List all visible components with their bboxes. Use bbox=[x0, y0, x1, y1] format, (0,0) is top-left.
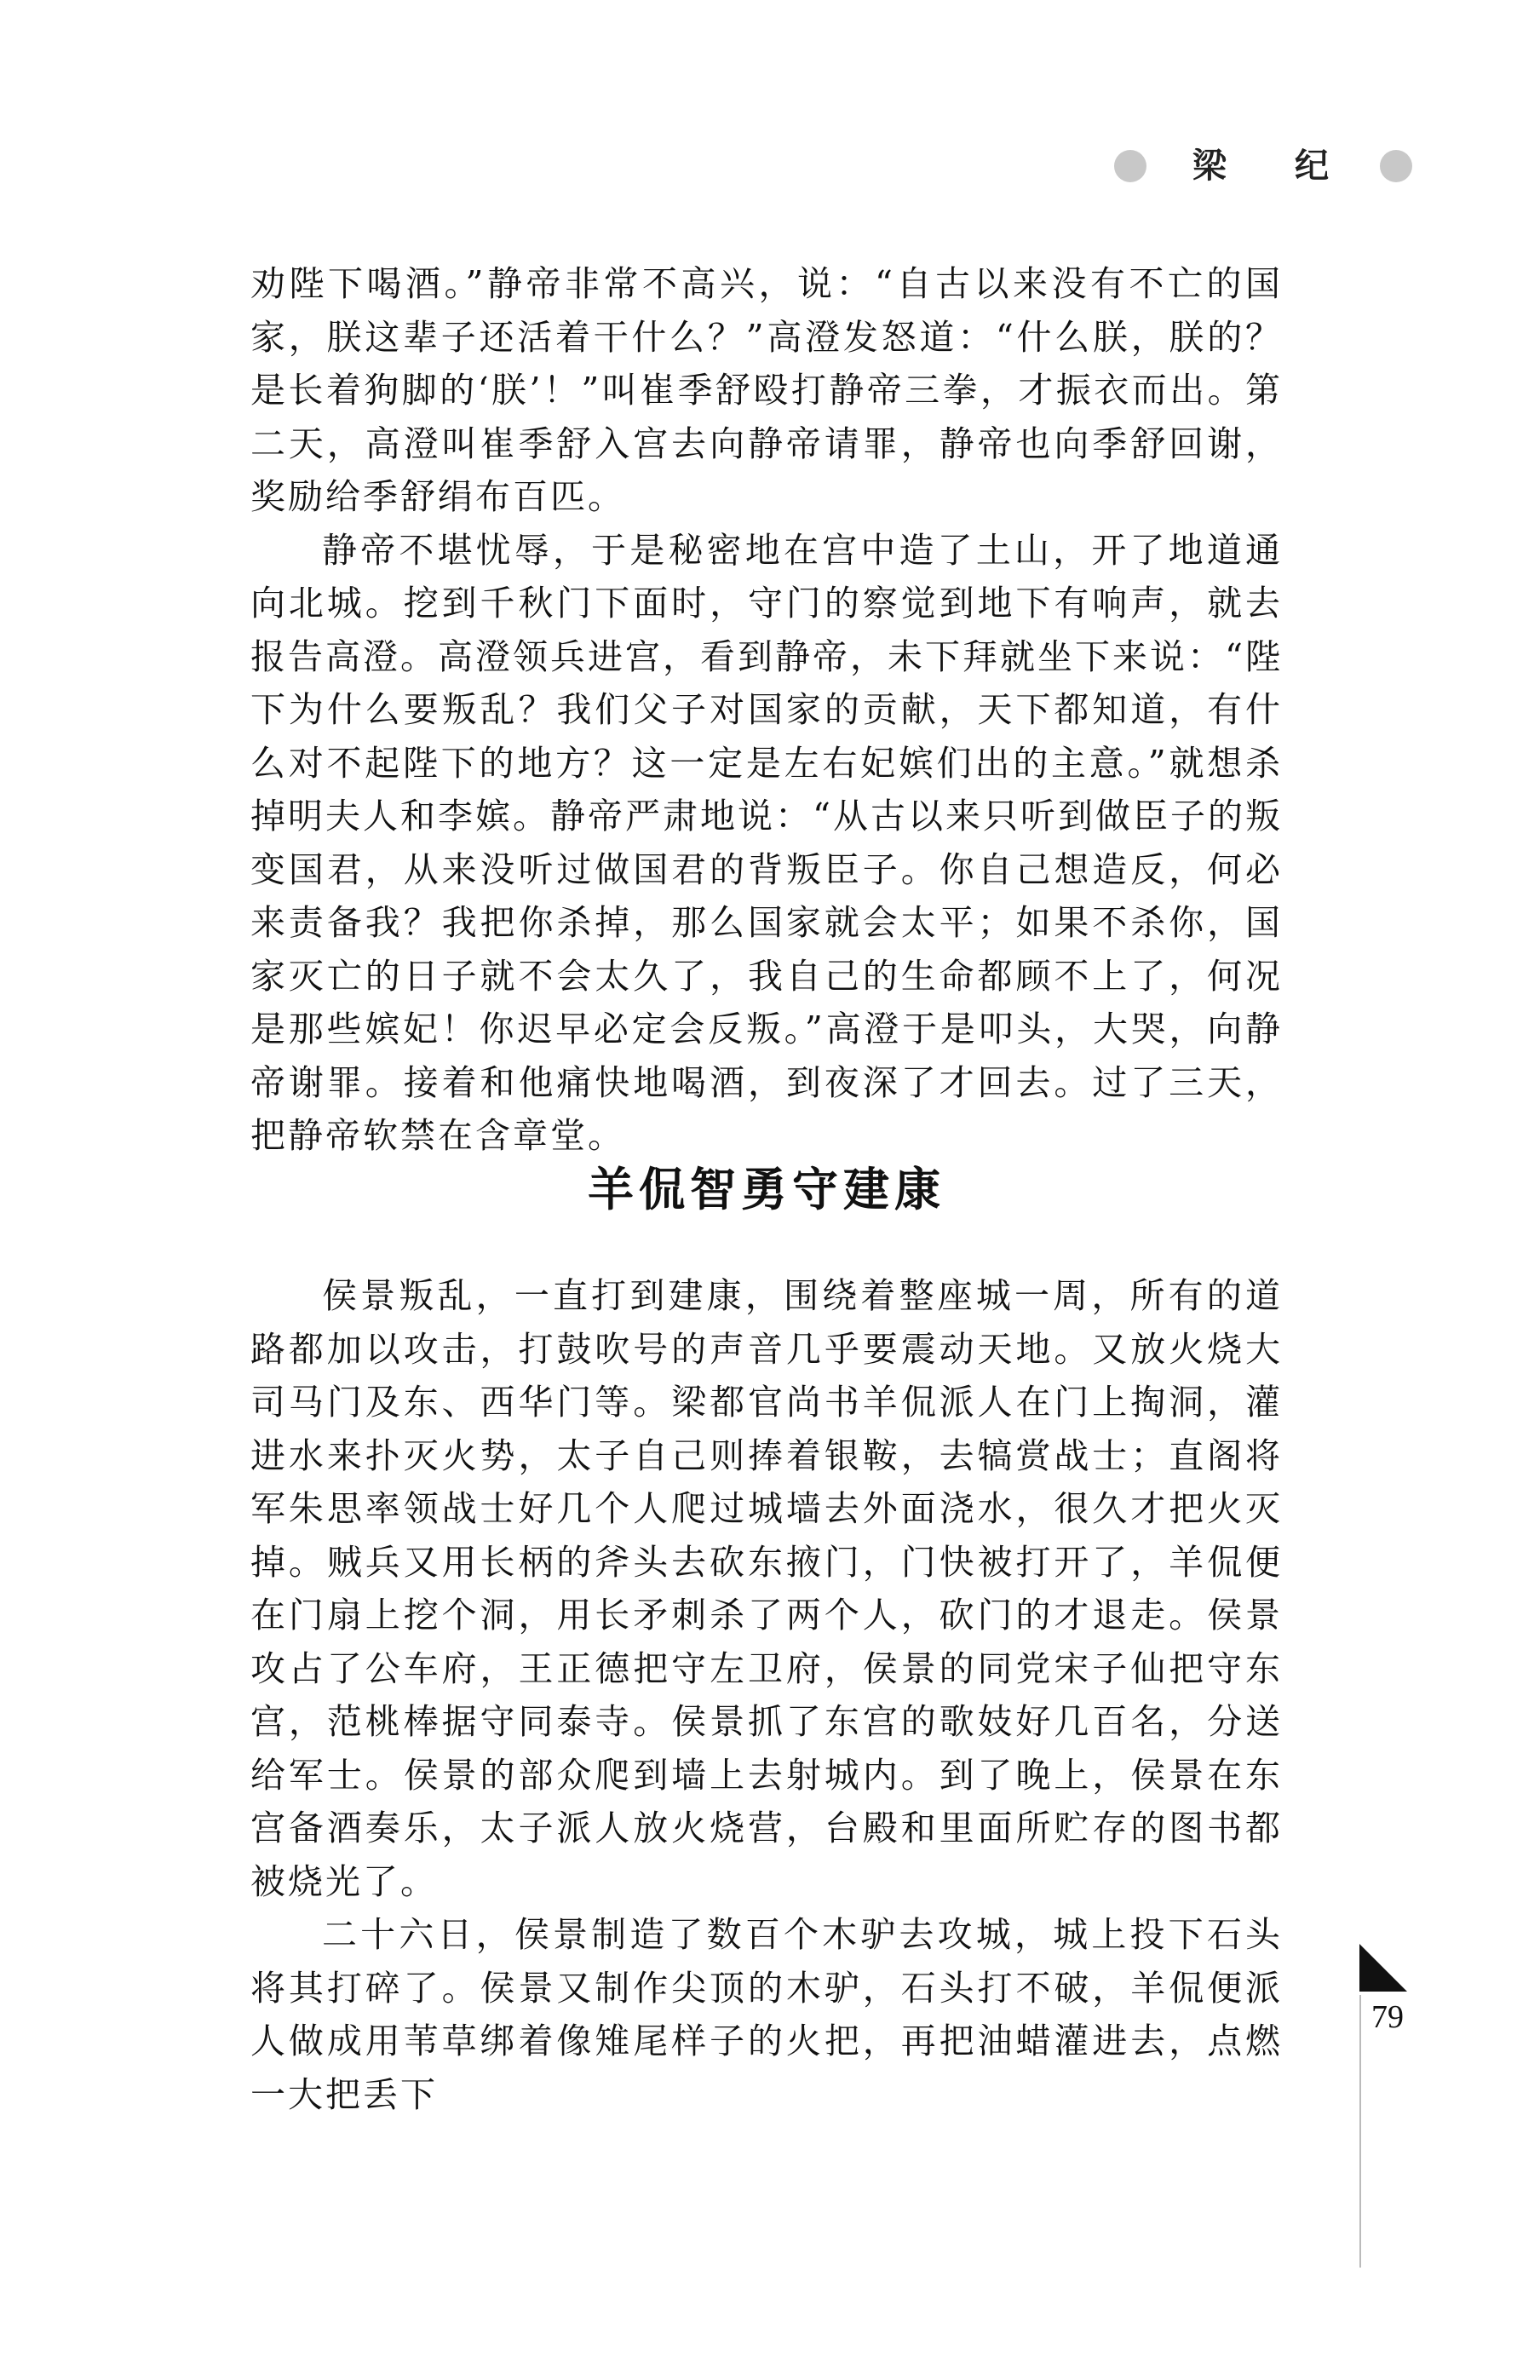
running-header-char-2: 纪 bbox=[1295, 147, 1329, 186]
margin-rule bbox=[1359, 1995, 1361, 2268]
paragraph: 劝陛下喝酒。”静帝非常不高兴，说：“自古以来没有不亡的国家，朕这辈子还活着干什么？”高澄发怒道：“什么朕，朕的？是长着狗脚的‘朕’！”叫崔季舒殴打静帝三拳，才振衣而出。第二天，高澄叫崔季舒入宫去向静帝请罪，静帝也向季舒回谢，奖励给季舒绢布百匹。 bbox=[250, 263, 1283, 517]
running-header-char-1: 梁 bbox=[1192, 147, 1227, 186]
page-corner-marker bbox=[1359, 1944, 1407, 1992]
paragraph: 二十六日，侯景制造了数百个木驴去攻城，城上投下石头将其打碎了。侯景又制作尖顶的木驴，石头打不破，羊侃便派人做成用苇草绑着像雉尾样子的火把，再把油蜡灌进去，点燃一大把丢下 bbox=[250, 1914, 1283, 2115]
header-dot-left bbox=[1114, 150, 1146, 182]
text-block-2 bbox=[250, 1269, 1283, 2121]
paragraph: 侯景叛乱，一直打到建康，围绕着整座城一周，所有的道路都加以攻击，打鼓吹号的声音几乎要震动天地。又放火烧大司马门及东、西华门等。梁都官尚书羊侃派人在门上掏洞，灌进水来扑灭火势，太子自己则捧着银鞍，去犒赏战士；直阁将军朱思率领战士好几个人爬过城墙去外面浇水，很久才把火灭掉。贼兵又用长柄的斧头去砍东掖门，门快被打开了，羊侃便在门扇上挖个洞，用长矛刺杀了两个人，砍门的才退走。侯景攻占了公车府，王正德把守左卫府，侯景的同党宋子仙把守东宫，范桃棒据守同泰寺。侯景抓了东宫的歌妓好几百名，分送给军士。侯景的部众爬到墙上去射城内。到了晚上，侯景在东宫备酒奏乐，太子派人放火烧营，台殿和里面所贮存的图书都被烧光了。 bbox=[250, 1275, 1283, 1902]
text-block-1 bbox=[250, 257, 1283, 1163]
page-number: 79 bbox=[1371, 1999, 1404, 2035]
paragraph: 静帝不堪忧辱，于是秘密地在宫中造了土山，开了地道通向北城。挖到千秋门下面时，守门的察觉到地下有响声，就去报告高澄。高澄领兵进宫，看到静帝，未下拜就坐下来说：“陛下为什么要叛乱？我们父子对国家的贡献，天下都知道，有什么对不起陛下的地方？这一定是左右妃嫔们出的主意。”就想杀掉明夫人和李嫔。静帝严肃地说：“从古以来只听到做臣子的叛变国君，从来没听过做国君的背叛臣子。你自己想造反，何必来责备我？我把你杀掉，那么国家就会太平；如果不杀你，国家灭亡的日子就不会太久了，我自己的生命都顾不上了，何况是那些嫔妃！你迟早必定会反叛。”高澄于是叩头，大哭，向静帝谢罪。接着和他痛快地喝酒，到夜深了才回去。过了三天，把静帝软禁在含章堂。 bbox=[250, 529, 1283, 1156]
header-dot-right bbox=[1380, 150, 1412, 182]
section-title: 羊侃智勇守建康 bbox=[588, 1163, 945, 1216]
running-header bbox=[1107, 143, 1431, 194]
